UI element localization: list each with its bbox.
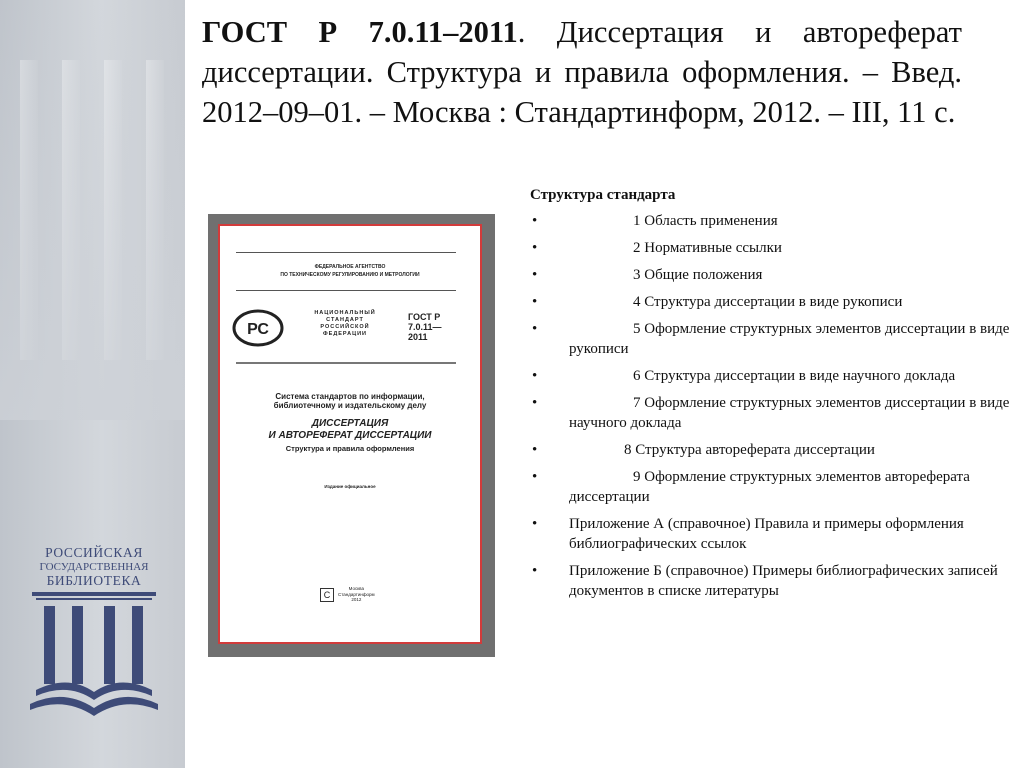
- structure-item-text: 9 Оформление структурных элементов автореферата диссертации: [569, 469, 970, 505]
- structure-item: [530, 238, 1010, 258]
- structure-item-text: 1 Область применения: [633, 213, 778, 229]
- cover-national-line: РОССИЙСКОЙ: [320, 324, 370, 330]
- structure-item-text: 2 Нормативные ссылки: [633, 240, 782, 256]
- cover-main-title: [220, 418, 480, 442]
- cover-publisher: [338, 586, 375, 603]
- cover-national-standard: [300, 310, 390, 338]
- structure-list: [530, 211, 1010, 601]
- bullet-marker: •: [532, 469, 538, 485]
- cover-rule: [236, 362, 456, 364]
- background-fade: [0, 0, 185, 420]
- structure-item: [530, 366, 1010, 386]
- svg-text:РС: РС: [247, 321, 269, 338]
- structure-item-text: Приложение Б (справочное) Примеры библиографических записей документов в списке литературы: [569, 563, 998, 599]
- cover-subtitle: Структура и правила оформления: [285, 444, 415, 453]
- bullet-marker: •: [532, 267, 538, 283]
- left-decorative-band: [0, 0, 185, 768]
- structure-item-text: Приложение А (справочное) Правила и примеры оформления библиографических ссылок: [569, 516, 964, 552]
- structure-item: [530, 211, 1010, 231]
- rsl-logo: [28, 546, 160, 722]
- structure-item: [530, 467, 1010, 507]
- cover-code-line: 7.0.11—: [408, 322, 442, 332]
- cover-rule: [236, 252, 456, 253]
- logo-line-2: ГОСУДАРСТВЕННАЯ: [39, 561, 149, 573]
- structure-title: Структура стандарта: [530, 187, 676, 203]
- cover-national-line: СТАНДАРТ: [326, 317, 364, 323]
- cover-system-title: [220, 392, 480, 410]
- logo-line-1: РОССИЙСКАЯ: [45, 545, 143, 560]
- bullet-marker: •: [532, 368, 538, 384]
- heading-description: . Диссертация и автореферат диссертации. Структура и правила оформления. – Введ. 2012–09–01. – Москва : Стандартинформ, 2012. – III, 11 с.: [202, 15, 962, 129]
- publisher-emblem-icon: С: [320, 588, 334, 602]
- cover-system-line: библиотечному и издательскому делу: [273, 401, 427, 410]
- bullet-marker: •: [532, 240, 538, 256]
- cover-publisher-line: 2012: [351, 597, 362, 602]
- library-columns-icon: [28, 592, 160, 722]
- bullet-marker: •: [532, 516, 538, 532]
- cover-code-line: 2011: [408, 332, 428, 342]
- cover-national-line: ФЕДЕРАЦИИ: [322, 331, 368, 337]
- bullet-marker: •: [532, 395, 538, 411]
- cover-agency-line: ФЕДЕРАЛЬНОЕ АГЕНТСТВО: [314, 264, 386, 270]
- structure-item: [530, 292, 1010, 312]
- structure-item: [530, 319, 1010, 359]
- structure-item: [530, 561, 1010, 601]
- structure-item: [530, 265, 1010, 285]
- gost-emblem-icon: [232, 308, 284, 348]
- structure-item: [530, 440, 1010, 460]
- standard-structure: [530, 186, 1010, 608]
- standard-code: ГОСТ Р 7.0.11–2011: [202, 15, 518, 49]
- cover-page: [218, 224, 482, 644]
- bullet-marker: •: [532, 563, 538, 579]
- structure-item-text: 6 Структура диссертации в виде научного доклада: [633, 368, 956, 384]
- logo-line-3: БИБЛИОТЕКА: [46, 573, 142, 588]
- cover-title-line: И АВТОРЕФЕРАТ ДИССЕРТАЦИИ: [268, 430, 432, 441]
- cover-edition: Издание официальное: [324, 484, 376, 489]
- cover-agency-line: ПО ТЕХНИЧЕСКОМУ РЕГУЛИРОВАНИЮ И МЕТРОЛОГИИ: [280, 272, 420, 278]
- cover-rule: [236, 290, 456, 291]
- bullet-marker: •: [532, 213, 538, 229]
- document-heading: [202, 12, 962, 132]
- cover-national-line: НАЦИОНАЛЬНЫЙ: [314, 310, 376, 316]
- structure-item: [530, 393, 1010, 433]
- structure-item-text: 5 Оформление структурных элементов диссертации в виде рукописи: [569, 321, 1010, 357]
- bullet-marker: •: [532, 294, 538, 310]
- structure-item: [530, 514, 1010, 554]
- structure-item-text: 4 Структура диссертации в виде рукописи: [633, 294, 903, 310]
- bullet-marker: •: [532, 442, 538, 458]
- structure-item-text: 7 Оформление структурных элементов диссертации в виде научного доклада: [569, 395, 1010, 431]
- cover-title-line: ДИССЕРТАЦИЯ: [311, 418, 389, 429]
- cover-code-line: ГОСТ Р: [408, 312, 441, 322]
- structure-item-text: 3 Общие положения: [633, 267, 763, 283]
- cover-gost-code: [408, 312, 442, 342]
- cover-publisher-line: Стандартинформ: [338, 591, 375, 597]
- structure-item-text: 8 Структура автореферата диссертации: [624, 442, 875, 458]
- bullet-marker: •: [532, 321, 538, 337]
- cover-system-line: Система стандартов по информации,: [275, 392, 425, 401]
- standard-cover-image: [208, 214, 495, 657]
- cover-publisher-line: Москва: [348, 586, 365, 591]
